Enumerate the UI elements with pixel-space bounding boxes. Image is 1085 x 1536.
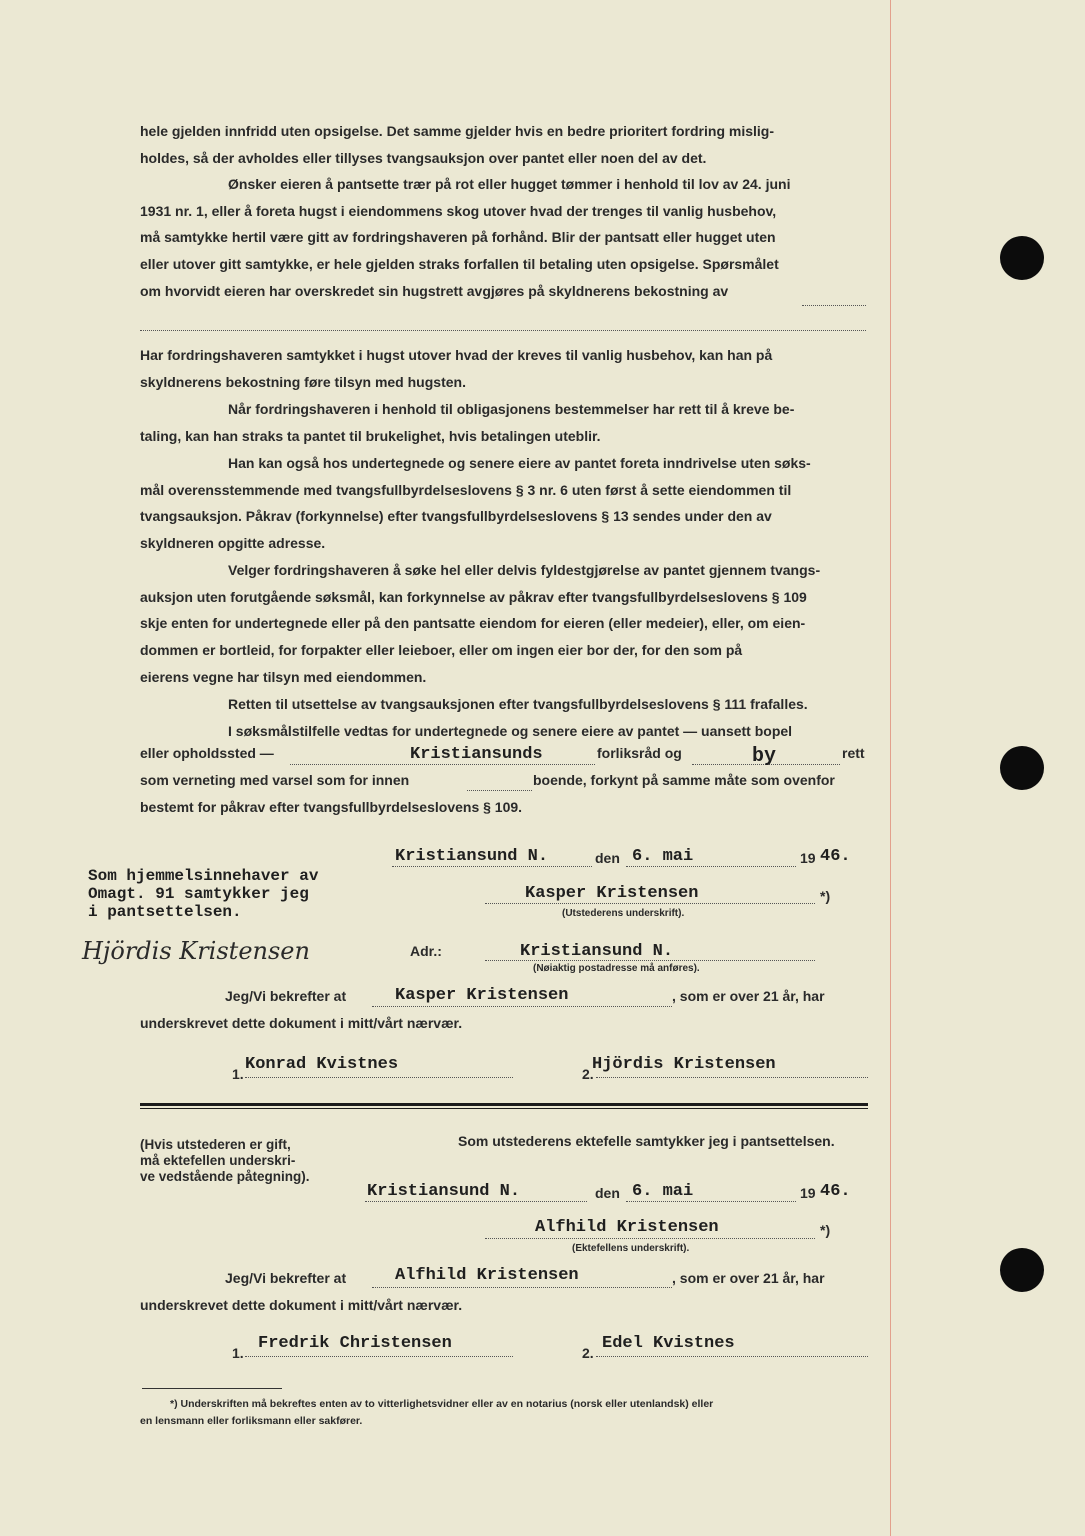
witness-number: 2. [582, 1066, 594, 1082]
spouse-note: (Hvis utstederen er gift, [140, 1137, 291, 1152]
typed-spouse-signature: Alfhild Kristensen [535, 1218, 719, 1237]
margin-note-line: Som hjemmelsinnehaver av [88, 867, 319, 885]
text-line: boende, forkynt på samme måte som ovenfor [533, 772, 835, 788]
footnote-line: en lensmann eller forliksmann eller sakfører. [140, 1415, 363, 1427]
typed-by: by [752, 745, 777, 768]
typed-year: 46. [820, 1182, 851, 1201]
fill-line [626, 866, 796, 867]
text-line: 1931 nr. 1, eller å foreta hugst i eiendommens skog utover hvad der trenges til vanlig husbehov, [140, 202, 777, 219]
fill-line [245, 1356, 513, 1357]
typed-place: Kristiansund N. [367, 1182, 521, 1201]
fill-line [365, 1201, 587, 1202]
punch-hole [1000, 746, 1044, 790]
typed-witness: Edel Kvistnes [602, 1334, 735, 1353]
text-line: underskrevet dette dokument i mitt/vårt nærvær. [140, 1297, 463, 1313]
label-19: 19 [800, 850, 816, 866]
text-line: skje enten for undertegnede eller på den pantsatte eiendom for eieren (eller medeier), eller, om eien- [140, 615, 806, 632]
text-line: holdes, så der avholdes eller tillyses tvangsauksjon over pantet eller noen del av det. [140, 149, 707, 166]
footnote-mark: *) [820, 888, 831, 904]
separator-rule [140, 1108, 868, 1109]
fill-line [372, 1287, 672, 1288]
typed-witness: Hjördis Kristensen [592, 1055, 776, 1074]
typed-date: 6. mai [632, 1182, 694, 1201]
typed-place: Kristiansund N. [395, 847, 549, 866]
footnote-mark: *) [820, 1222, 831, 1238]
text-line: dommen er bortleid, for forpakter eller leieboer, eller om ingen eier bor der, for den som på [140, 642, 743, 659]
text-line: må samtykke hertil være gitt av fordringshaveren på forhånd. Blir der pantsatt eller hugget uten [140, 229, 776, 246]
margin-note-line: i pantsettelsen. [88, 903, 242, 921]
handwritten-signature: Hjördis Kristensen [82, 937, 310, 965]
fill-line [372, 1006, 672, 1007]
fill-line [802, 305, 866, 306]
fill-line [245, 1077, 513, 1078]
witness-number: 2. [582, 1345, 594, 1361]
caption: (Utstederens underskrift). [562, 908, 685, 919]
paragraph-6 [140, 557, 868, 691]
text-line: Når fordringshaveren i henhold til obligasjonens bestemmelser har rett til å kreve be- [228, 401, 795, 417]
text-line: , som er over 21 år, har [672, 1270, 825, 1286]
label-den: den [595, 850, 620, 866]
text-line: eller utover gitt samtykke, er hele gjelden straks forfallen til betaling uten opsigelse. Spørsmålet [140, 256, 779, 273]
margin-rule [890, 0, 891, 1536]
typed-confirm-name: Alfhild Kristensen [395, 1266, 579, 1285]
margin-note-line: Omagt. 91 samtykker jeg [88, 885, 309, 903]
label-den: den [595, 1185, 620, 1201]
fill-line [140, 330, 866, 331]
text-line: hele gjelden innfridd uten opsigelse. Det samme gjelder hvis en bedre prioritert fordring mislig- [140, 123, 775, 139]
typed-year: 46. [820, 847, 851, 866]
text-line: som verneting med varsel som for innen [140, 772, 410, 788]
typed-confirm-name: Kasper Kristensen [395, 986, 569, 1005]
spouse-note: må ektefellen underskri- [140, 1153, 296, 1168]
text-line: taling, kan han straks ta pantet til brukelighet, hvis betalingen uteblir. [140, 427, 601, 444]
text-line: , som er over 21 år, har [672, 988, 825, 1004]
text-line: Velger fordringshaveren å søke hel eller delvis fyldestgjørelse av pantet gjennem tvangs- [228, 562, 821, 578]
footnote-rule [142, 1388, 282, 1389]
text-line: om hvorvidt eieren har overskredet sin hugstrett avgjøres på skyldnerens bekostning av [140, 282, 729, 299]
punch-hole [1000, 1248, 1044, 1292]
text-line: Jeg/Vi bekrefter at [225, 1270, 347, 1286]
typed-witness: Fredrik Christensen [258, 1334, 452, 1353]
fill-line [485, 903, 815, 904]
footnote-line: *) Underskriften må bekreftes enten av to vitterlighetsvidner eller av en notarius (norsk eller utenlandsk) eller [170, 1398, 714, 1410]
text-line: Han kan også hos undertegnede og senere eiere av pantet foreta inndrivelse uten søks- [228, 455, 811, 471]
paragraph-4 [140, 396, 868, 449]
text-line: skyldneren opgitte adresse. [140, 535, 326, 552]
text-line: underskrevet dette dokument i mitt/vårt nærvær. [140, 1015, 463, 1031]
caption: (Ektefellens underskrift). [572, 1243, 690, 1254]
footnote [140, 1396, 868, 1430]
typed-address: Kristiansund N. [520, 942, 674, 961]
text-line: Retten til utsettelse av tvangsauksjonen efter tvangsfullbyrdelseslovens § 111 frafalles. [228, 696, 808, 712]
text-line: skyldnerens bekostning føre tilsyn med hugsten. [140, 373, 466, 390]
text-line: Har fordringshaveren samtykket i hugst utover hvad der kreves til vanlig husbehov, kan han på [140, 347, 773, 363]
paragraph-1 [140, 118, 868, 171]
spouse-note: ve vedstående påtegning). [140, 1169, 310, 1184]
caption: (Nøiaktig postadresse må anføres). [533, 963, 700, 974]
fill-line [596, 1077, 868, 1078]
text-line: auksjon uten forutgående søksmål, kan forkynnelse av påkrav efter tvangsfullbyrdelseslovens § 109 [140, 588, 807, 605]
punch-hole [1000, 236, 1044, 280]
paragraph-2 [140, 171, 868, 305]
paragraph-8 [140, 718, 868, 745]
text-line: forliksråd og [597, 745, 682, 761]
paragraph-5 [140, 450, 868, 557]
witness-number: 1. [232, 1345, 244, 1361]
fill-line [626, 1201, 796, 1202]
text-line: eierens vegne har tilsyn med eiendommen. [140, 668, 427, 685]
typed-forliksrad: Kristiansunds [410, 745, 543, 764]
fill-line [392, 866, 592, 867]
fill-line [290, 764, 595, 765]
paragraph-3 [140, 342, 868, 395]
text-line: eller opholdssted — [140, 745, 274, 761]
typed-witness: Konrad Kvistnes [245, 1055, 399, 1074]
typed-signer: Kasper Kristensen [525, 884, 699, 903]
fill-line [485, 1238, 815, 1239]
fill-line [596, 1356, 868, 1357]
text-line: rett [842, 745, 865, 761]
paragraph-7 [140, 691, 868, 718]
typed-date: 6. mai [632, 847, 694, 866]
fill-line [467, 790, 532, 791]
witness-number: 1. [232, 1066, 244, 1082]
text-line: Som utstederens ektefelle samtykker jeg i pantsettelsen. [458, 1133, 835, 1149]
text-line: Jeg/Vi bekrefter at [225, 988, 347, 1004]
separator-rule [140, 1103, 868, 1106]
label-address: Adr.: [410, 943, 442, 959]
label-19: 19 [800, 1185, 816, 1201]
text-line: Ønsker eieren å pantsette trær på rot eller hugget tømmer i henhold til lov av 24. juni [228, 176, 791, 192]
text-line: tvangsauksjon. Påkrav (forkynnelse) efter tvangsfullbyrdelseslovens § 13 sendes under den av [140, 508, 772, 525]
text-line: I søksmålstilfelle vedtas for undertegnede og senere eiere av pantet — uansett bopel [228, 723, 793, 739]
text-line: mål overensstemmende med tvangsfullbyrdelseslovens § 3 nr. 6 uten først å sette eiendommen til [140, 481, 792, 498]
text-line: bestemt for påkrav efter tvangsfullbyrdelseslovens § 109. [140, 799, 523, 815]
